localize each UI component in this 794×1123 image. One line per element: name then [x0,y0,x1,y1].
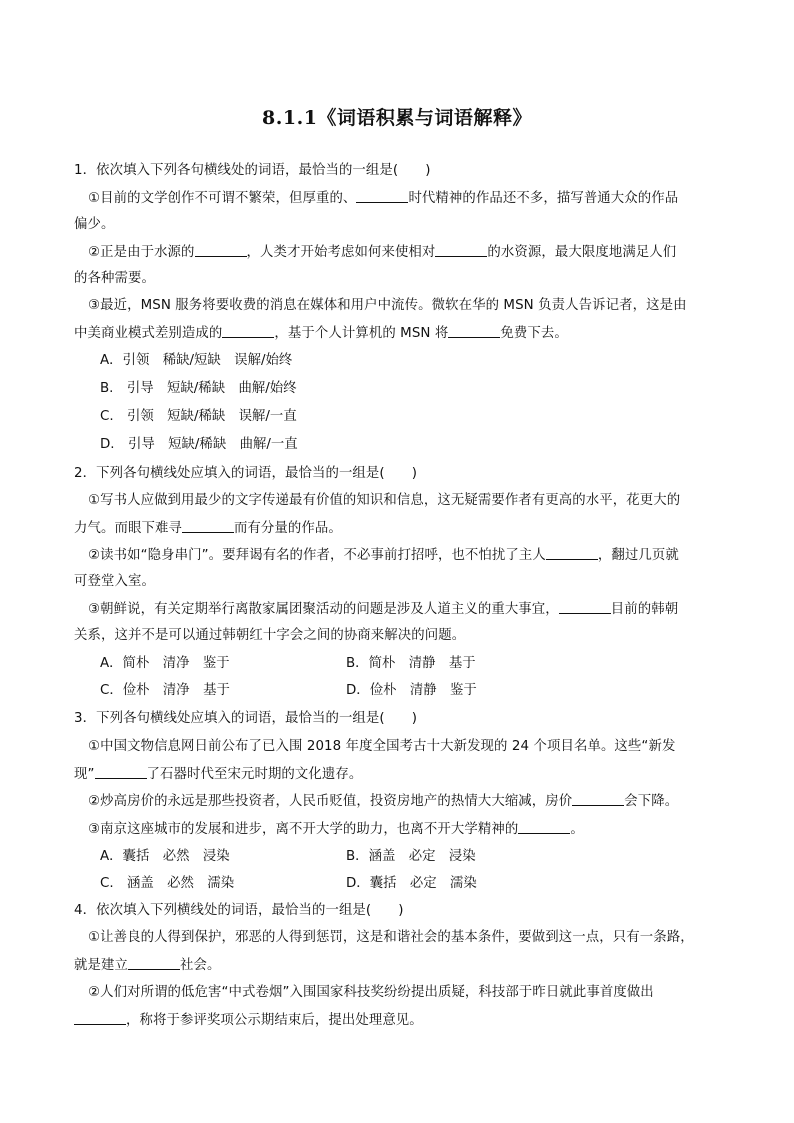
answer-blank [518,820,570,834]
question-2-option-d: D．俭朴 清静 鉴于 [346,683,477,698]
question-3-sentence-1-cont: 现” 了石器时代至宋元时期的文化遗存。 [74,767,363,782]
question-3-option-c: C. 涵盖 必然 濡染 [100,876,235,891]
question-1-sentence-1: ①目前的文学创作不可谓不繁荣，但厚重的、 时代精神的作品还不多，描写普通大众的作品 [88,191,679,206]
answer-blank [572,792,624,806]
question-2-option-c: C．俭朴 清净 基于 [100,683,230,698]
question-1-option-c: C. 引领 短缺/稀缺 误解/一直 [100,409,297,424]
question-1-option-a: A．引领 稀缺/短缺 误解/始终 [100,353,293,368]
answer-blank [435,243,487,257]
question-4-sentence-2-cont: ，称将于参评奖项公示期结束后，提出处理意见。 [74,1011,724,1030]
answer-blank [448,324,500,338]
question-3-stem: 3．下列各句横线处应填入的词语，最恰当的一组是( ) [74,711,418,726]
question-1-sentence-2: ②正是由于水源的 ，人类才开始考虑如何来使相对 的水资源，最大限度地满足人们 [88,245,677,260]
answer-blank [182,519,234,533]
question-2-option-b: B．简朴 清静 基于 [346,656,476,671]
question-3-option-b: B．涵盖 必定 浸染 [346,849,476,864]
answer-blank [74,1011,126,1025]
question-4-sentence-1-cont: 就是建立 社会。 [74,958,221,973]
answer-blank [222,324,274,338]
question-2-option-a: A．简朴 清净 鉴于 [100,656,230,671]
page-title: 8.1.1《词语积累与词语解释》 [262,107,532,129]
question-1-option-d: D. 引导 短缺/稀缺 曲解/一直 [100,437,298,452]
question-3-option-a: A．囊括 必然 浸染 [100,849,230,864]
question-2-sentence-1: ①写书人应做到用最少的文字传递最有价值的知识和信息，这无疑需要作者有更高的水平，花更大的 [88,493,681,508]
question-2-sentence-2-cont: 可登堂入室。 [74,574,155,589]
question-2-sentence-3: ③朝鲜说，有关定期举行离散家属团聚活动的问题是涉及人道主义的重大事宜， 目前的韩朝 [88,602,679,617]
question-1-sentence-3: ③最近，MSN 服务将要收费的消息在媒体和用户中流传。微软在华的 MSN 负责人告诉记者，这是由 [88,298,687,313]
question-2-sentence-1-cont: 力气。而眼下难寻 而有分量的作品。 [74,521,342,536]
answer-blank [356,189,408,203]
answer-blank [546,546,598,560]
question-1-sentence-1-cont: 偏少。 [74,217,115,232]
question-1-sentence-2-cont: 的各种需要。 [74,271,155,286]
question-1-sentence-3-cont: 中美商业模式差别造成的 ，基于个人计算机的 MSN 将 免费下去。 [74,326,568,341]
answer-blank [195,243,247,257]
question-4-sentence-1: ①让善良的人得到保护，邪恶的人得到惩罚，这是和谐社会的基本条件，要做到这一点，只有一条路， [88,930,694,945]
question-2-sentence-3-cont: 关系，这并不是可以通过韩朝红十字会之间的协商来解决的问题。 [74,628,466,643]
question-3-sentence-1: ①中国文物信息网日前公布了已入围 2018 年度全国考古十大新发现的 24 个项目名单。这些“新发 [88,739,676,754]
question-4-sentence-2: ②人们对所谓的低危害“中式卷烟”入围国家科技奖纷纷提出质疑，科技部于昨日就此事首度做出 [88,985,654,1000]
question-3-sentence-3: ③南京这座城市的发展和进步，离不开大学的助力，也离不开大学精神的 。 [88,822,584,837]
answer-blank [128,956,180,970]
question-3-sentence-2: ②炒高房价的永远是那些投资者，人民币贬值，投资房地产的热情大大缩减，房价 会下降。 [88,794,679,809]
question-1-stem: 1．依次填入下列各句横线处的词语，最恰当的一组是( ) [74,163,431,178]
question-2-stem: 2．下列各句横线处应填入的词语，最恰当的一组是( ) [74,466,418,481]
answer-blank [95,765,147,779]
question-3-option-d: D．囊括 必定 濡染 [346,876,477,891]
question-2-sentence-2: ②读书如“隐身串门”。要拜谒有名的作者，不必事前打招呼，也不怕扰了主人 ，翻过几页就 [88,548,679,563]
question-4-stem: 4．依次填入下列横线处的词语，最恰当的一组是( ) [74,903,404,918]
question-1-option-b: B. 引导 短缺/稀缺 曲解/始终 [100,381,297,396]
answer-blank [559,600,611,614]
